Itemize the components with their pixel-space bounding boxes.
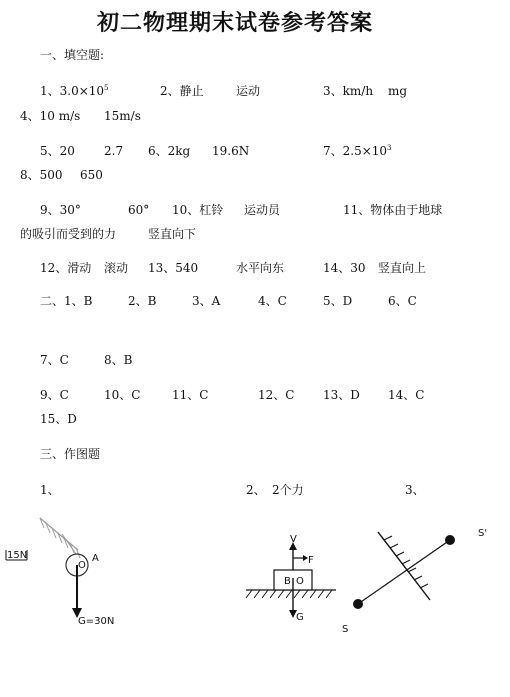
figure-3-mirror xyxy=(330,520,510,640)
answer-11: 11、物体由于地球 xyxy=(343,203,443,217)
figure-2-up-label: V xyxy=(290,534,297,545)
answer-10b: 运动员 xyxy=(244,203,281,217)
answer-1: 1、$3.0\times 10^5$ xyxy=(40,84,109,98)
figure-2-block-b: B xyxy=(284,576,291,587)
choice-15: 15、D xyxy=(40,412,77,426)
choice-11: 11、C xyxy=(172,388,209,402)
figure-1-gravity xyxy=(0,510,170,640)
answer-6b: 19.6N xyxy=(212,144,250,158)
answer-4: 4、10 m/s xyxy=(20,109,81,123)
page-title: 初二物理期末试卷参考答案 xyxy=(97,11,374,36)
figure-2-down-label: G xyxy=(296,612,304,623)
answer-9b: 60° xyxy=(128,203,150,217)
answer-12b: 滚动 xyxy=(104,261,129,275)
answer-13: 13、540 xyxy=(148,261,199,275)
figure-1-force-label: G=30N xyxy=(78,616,115,627)
figure-1-point-o: O xyxy=(78,560,86,571)
answer-8b: 650 xyxy=(80,168,103,182)
figure-1-scale-label: 15N xyxy=(7,550,28,561)
answer-2b: 运动 xyxy=(236,84,261,98)
answer-5: 5、20 xyxy=(40,144,75,158)
section-choice-heading: 二、1、B xyxy=(40,294,93,308)
answer-10: 10、杠铃 xyxy=(172,203,224,217)
figure-2-blocks xyxy=(240,530,340,630)
figure-3-image-label: S' xyxy=(478,528,488,539)
choice-12: 12、C xyxy=(258,388,295,402)
answer-11b: 的吸引而受到的力 xyxy=(20,227,117,241)
answer-5b: 2.7 xyxy=(104,144,124,158)
choice-10: 10、C xyxy=(104,388,141,402)
section-fill-heading: 一、填空题: xyxy=(40,48,105,62)
choice-9: 9、C xyxy=(40,388,69,402)
draw-2-note: 2个力 xyxy=(272,483,304,497)
answer-9: 9、30° xyxy=(40,203,81,217)
answer-14: 14、30 xyxy=(323,261,366,275)
answer-8: 8、500 xyxy=(20,168,63,182)
figure-3-source-label: S xyxy=(342,624,349,635)
answer-12: 12、滑动 xyxy=(40,261,92,275)
choice-8: 8、B xyxy=(104,353,133,367)
figure-1-point-a: A xyxy=(92,553,99,564)
choice-2: 2、B xyxy=(128,294,157,308)
draw-1-label: 1、 xyxy=(40,483,60,497)
draw-2-label: 2、 xyxy=(246,483,266,497)
choice-14: 14、C xyxy=(388,388,425,402)
answer-13b: 水平向东 xyxy=(236,261,285,275)
answer-6: 6、2kg xyxy=(148,144,191,158)
answer-3: 3、km/h xyxy=(323,84,374,98)
answer-14b: 竖直向上 xyxy=(378,261,427,275)
figure-2-friction-label: F xyxy=(308,555,314,566)
answer-2: 2、静止 xyxy=(160,84,204,98)
answer-11c: 竖直向下 xyxy=(148,227,197,241)
section-draw-heading: 三、作图题 xyxy=(40,447,101,461)
answer-4b: 15m/s xyxy=(104,109,141,123)
figure-2-block-o: O xyxy=(296,576,304,587)
choice-1: 1、B xyxy=(64,294,93,308)
choice-3: 3、A xyxy=(192,294,221,308)
answer-3b: mg xyxy=(388,84,408,98)
choice-7: 7、C xyxy=(40,353,69,367)
choice-5: 5、D xyxy=(323,294,353,308)
choice-13: 13、D xyxy=(323,388,360,402)
answer-7: 7、$2.5\times 10^3$ xyxy=(323,144,392,158)
choice-6: 6、C xyxy=(388,294,417,308)
choice-4: 4、C xyxy=(258,294,287,308)
draw-3-label: 3、 xyxy=(405,483,425,497)
